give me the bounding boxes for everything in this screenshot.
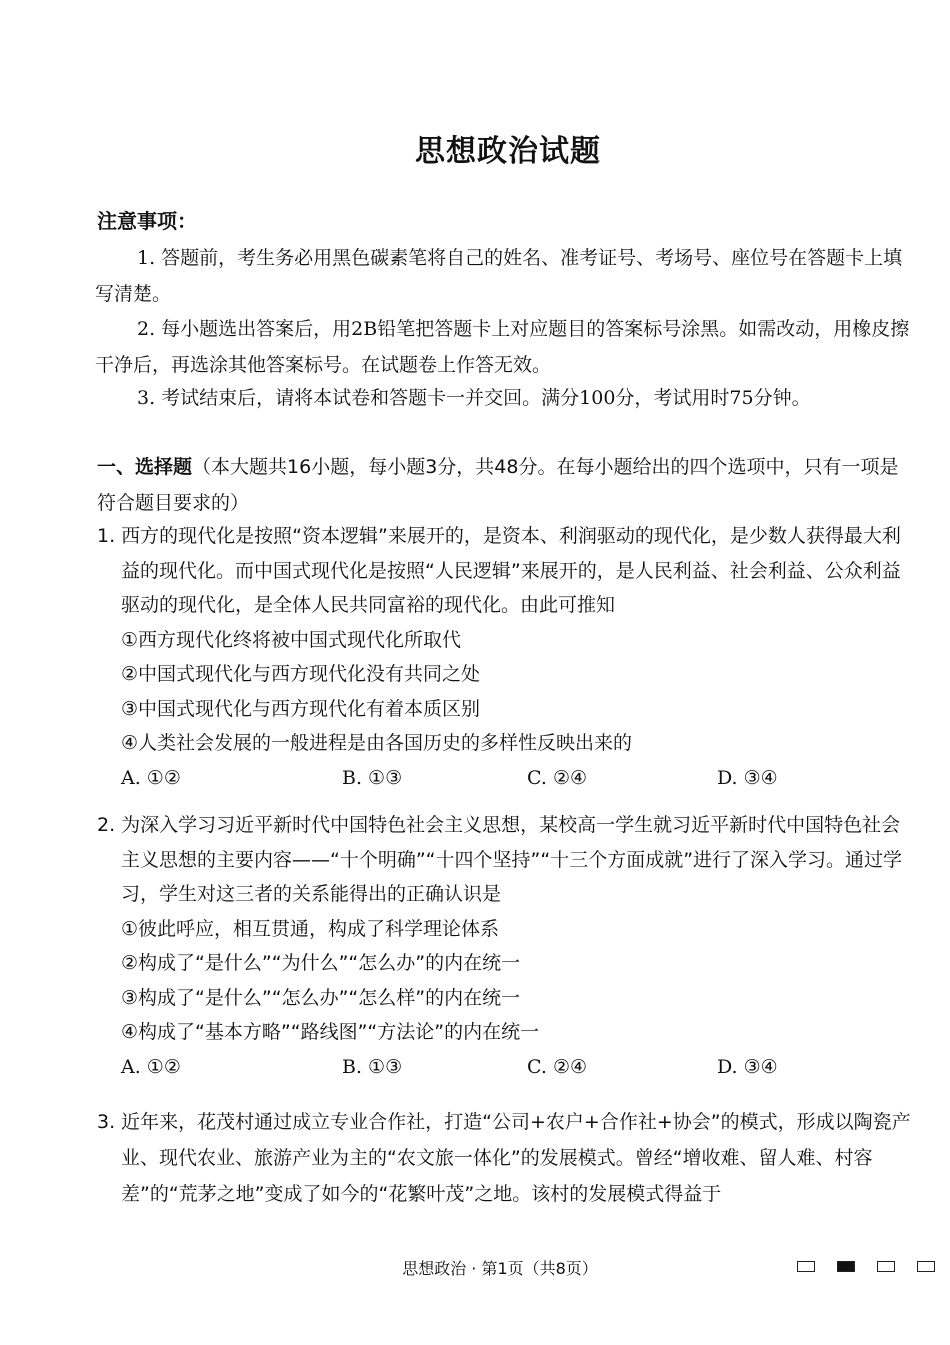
- answer-choices: [97, 1050, 917, 1085]
- section-header: [97, 449, 917, 521]
- notice-item: [95, 380, 915, 416]
- question-1: [97, 519, 917, 795]
- question-option: ④构成了“基本方略”“路线图”“方法论”的内在统一: [121, 1021, 540, 1043]
- notice-item-text: 1. 答题前，考生务必用黑色碳素笔将自己的姓名、准考证号、考场号、座位号在答题卡上填写清楚。: [95, 247, 903, 305]
- question-option: ②中国式现代化与西方现代化没有共同之处: [121, 663, 481, 685]
- question-option: ③中国式现代化与西方现代化有着本质区别: [121, 697, 481, 720]
- page-footer: 思想政治 · 第1页（共8页）: [402, 1259, 598, 1278]
- answer-choices: [97, 761, 917, 796]
- question-2: [97, 808, 917, 1084]
- question-option: ②构成了“是什么”“为什么”“怎么办”的内在统一: [121, 952, 521, 974]
- notice-item-text: 2. 每小题选出答案后，用2B铅笔把答题卡上对应题目的答案标号涂黑。如需改动，用橡皮擦干净后，再选涂其他答案标号。在试题卷上作答无效。: [95, 318, 910, 376]
- question-option: ①西方现代化终将被中国式现代化所取代: [121, 628, 462, 651]
- notice-item: [95, 311, 915, 383]
- choice-d: D. ③④: [717, 1055, 778, 1078]
- page-mark-empty: [877, 1261, 895, 1272]
- choice-a: A. ①②: [121, 1055, 181, 1078]
- exam-title: 思想政治试题: [415, 134, 601, 169]
- question-3: [97, 1104, 917, 1212]
- choice-d: D. ③④: [717, 766, 778, 789]
- question-option: ①彼此呼应，相互贯通，构成了科学理论体系: [121, 917, 500, 940]
- choice-c: C. ②④: [527, 766, 588, 789]
- choice-b: B. ①③: [342, 1055, 403, 1078]
- question-option: ④人类社会发展的一般进程是由各国历史的多样性反映出来的: [121, 732, 633, 754]
- notice-item: [95, 240, 915, 312]
- question-stem: 1. 西方的现代化是按照“资本逻辑”来展开的，是资本、利润驱动的现代化，是少数人获得最大利益的现代化。而中国式现代化是按照“人民逻辑”来展开的，是人民利益、社会利益、公众利益驱动的现代化，是全体人民共同富裕的现代化。由此可推知: [97, 525, 901, 616]
- choice-c: C. ②④: [527, 1055, 588, 1078]
- notice-item-text: 3. 考试结束后，请将本试卷和答题卡一并交回。满分100分，考试用时75分钟。: [137, 387, 811, 409]
- page-mark-empty: [917, 1261, 935, 1272]
- question-option: ③构成了“是什么”“怎么办”“怎么样”的内在统一: [121, 986, 521, 1009]
- page-mark-empty: [797, 1261, 815, 1272]
- question-stem: 2. 为深入学习习近平新时代中国特色社会主义思想，某校高一学生就习近平新时代中国特色社会主义思想的主要内容——“十个明确”“十四个坚持”“十三个方面成就”进行了深入学习。通过学习，学生对这三者的关系能得出的正确认识是: [97, 814, 903, 905]
- choice-a: A. ①②: [121, 766, 181, 789]
- choice-b: B. ①③: [342, 766, 403, 789]
- section-description: （本大题共16小题，每小题3分，共48分。在每小题给出的四个选项中，只有一项是符合题目要求的）: [97, 456, 899, 514]
- question-stem: 3. 近年来，花茂村通过成立专业合作社，打造“公司+农户+合作社+协会”的模式，形成以陶瓷产业、现代农业、旅游产业为主的“农文旅一体化”的发展模式。曾经“增收难、留人难、村容差”的“荒茅之地”变成了如今的“花繁叶茂”之地。该村的发展模式得益于: [97, 1111, 911, 1205]
- notice-heading: 注意事项：: [97, 209, 197, 233]
- section-heading: 一、选择题: [97, 456, 193, 478]
- page-mark-filled: [837, 1261, 855, 1272]
